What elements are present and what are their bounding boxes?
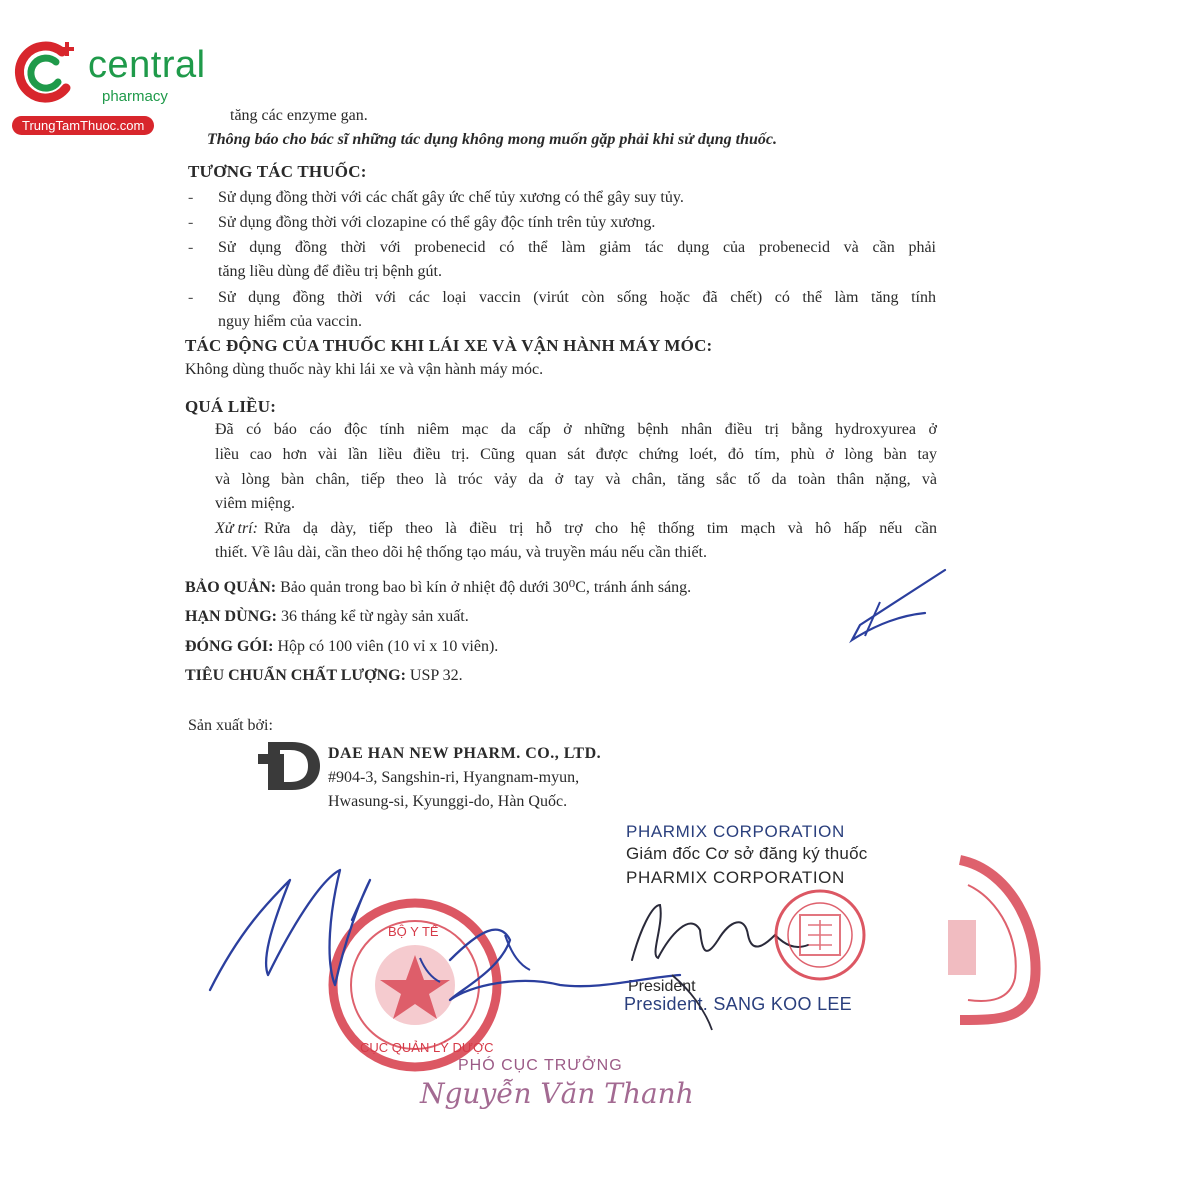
left-signature bbox=[210, 870, 680, 1000]
storage-value: Bảo quản trong bao bì kín ở nhiệt độ dưới 30⁰C, tránh ánh sáng. bbox=[280, 579, 692, 596]
quality-label: TIÊU CHUẨN CHẤT LƯỢNG: bbox=[185, 667, 406, 684]
central-pharmacy-logo bbox=[10, 38, 220, 138]
interaction-item: Sử dụng đồng thời với clozapine có thể gây độc tính trên tủy xương. bbox=[218, 214, 656, 231]
manufacturer-address: Hwasung-si, Kyunggi-do, Hàn Quốc. bbox=[328, 793, 568, 810]
shelf-life-row bbox=[185, 605, 469, 629]
interaction-item: Sử dụng đồng thời với probenecid có thể làm giảm tác dụng của probenecid và cần phải bbox=[218, 239, 936, 256]
interaction-item: Sử dụng đồng thời với các loại vaccin (virút còn sống hoặc đã chết) có thể làm tăng tính bbox=[218, 289, 936, 306]
treatment-label: Xử trí: bbox=[215, 520, 258, 537]
dae-han-logo-icon bbox=[258, 740, 322, 792]
driving-text: Không dùng thuốc này khi lái xe và vận hành máy móc. bbox=[185, 361, 544, 378]
overdose-line: viêm miệng. bbox=[215, 495, 295, 512]
storage-row bbox=[185, 576, 691, 600]
packing-row bbox=[185, 635, 498, 659]
storage-label: BẢO QUẢN: bbox=[185, 579, 277, 596]
shelf-life-label: HẠN DÙNG: bbox=[185, 608, 277, 625]
logo-site: TrungTamThuoc.com bbox=[12, 116, 154, 135]
registrant-signatory: President. SANG KOO LEE bbox=[624, 994, 852, 1014]
bullet-dash: - bbox=[188, 189, 194, 206]
right-seal bbox=[948, 860, 1036, 1020]
pharmix-seal bbox=[776, 891, 864, 979]
registrant-title: President bbox=[628, 978, 696, 995]
interaction-item-cont: nguy hiểm của vaccin. bbox=[218, 313, 362, 330]
seal-top-text: BỘ Y TẾ bbox=[388, 924, 439, 939]
registrant-role: Giám đốc Cơ sở đăng ký thuốc bbox=[626, 844, 868, 863]
shelf-life-value: 36 tháng kể từ ngày sản xuất. bbox=[281, 608, 469, 625]
ministry-seal bbox=[333, 903, 497, 1067]
bullet-dash: - bbox=[188, 289, 194, 306]
bullet-dash: - bbox=[188, 214, 194, 231]
manufacturer-name: DAE HAN NEW PHARM. CO., LTD. bbox=[328, 745, 602, 762]
seal-bottom-text: CỤC QUẢN LÝ DƯỢC bbox=[360, 1040, 494, 1055]
overdose-line: liều cao hơn vài lần liều điều trị. Cũng quan sát được chứng loét, đỏ tím, phù ở lòng bàn tay bbox=[215, 446, 937, 463]
left-signature-stroke bbox=[420, 935, 530, 982]
manufacturer-label: Sản xuất bởi: bbox=[188, 717, 273, 734]
side-effects-notice: Thông báo cho bác sĩ những tác dụng không mong muốn gặp phải khi sử dụng thuốc. bbox=[207, 131, 777, 148]
interaction-item: Sử dụng đồng thời với các chất gây ức chế tủy xương có thể gây suy tủy. bbox=[218, 189, 684, 206]
initial-mark-stroke bbox=[865, 602, 880, 636]
overdose-treatment bbox=[215, 517, 937, 541]
packing-value: Hộp có 100 viên (10 vỉ x 10 viên). bbox=[277, 638, 499, 655]
overdose-heading: QUÁ LIỀU: bbox=[185, 397, 277, 416]
manufacturer-address: #904-3, Sangshin-ri, Hyangnam-myun, bbox=[328, 769, 580, 786]
registrant-company: PHARMIX CORPORATION bbox=[626, 822, 845, 841]
authority-position: PHÓ CỤC TRƯỞNG bbox=[458, 1057, 623, 1074]
interaction-item-cont: tăng liều dùng để điều trị bệnh gút. bbox=[218, 263, 442, 280]
packing-label: ĐÓNG GÓI: bbox=[185, 638, 274, 655]
quality-value: USP 32. bbox=[409, 667, 463, 684]
logo-brand: central bbox=[88, 44, 206, 86]
interactions-heading: TƯƠNG TÁC THUỐC: bbox=[188, 162, 367, 181]
treatment-text: Rửa dạ dày, tiếp theo là điều trị hỗ trợ cho hệ thống tim mạch và hô hấp nếu cần bbox=[263, 520, 937, 537]
bullet-dash: - bbox=[188, 239, 194, 256]
treatment-text-cont: thiết. Về lâu dài, cần theo dõi hệ thống tạo máu, và truyền máu nếu cần thiết. bbox=[215, 544, 707, 561]
initial-mark bbox=[852, 570, 945, 640]
side-effects-line: tăng các enzyme gan. bbox=[230, 107, 368, 124]
registrant-company-2: PHARMIX CORPORATION bbox=[626, 868, 845, 887]
overdose-line: Đã có báo cáo độc tính niêm mạc da cấp ở những bệnh nhân điều trị bằng hydroxyurea ở bbox=[215, 421, 937, 438]
central-logo-icon bbox=[10, 38, 80, 108]
overdose-line: và lòng bàn chân, tiếp theo là tróc vảy da ở tay và chân, tăng sắc tố da toàn thân nặng, và bbox=[215, 471, 937, 488]
authority-signatory: Nguyễn Văn Thanh bbox=[420, 1077, 694, 1110]
logo-subtitle: pharmacy bbox=[102, 88, 168, 105]
quality-row bbox=[185, 664, 463, 688]
driving-heading: TÁC ĐỘNG CỦA THUỐC KHI LÁI XE VÀ VẬN HÀNH MÁY MÓC: bbox=[185, 336, 713, 355]
president-signature bbox=[632, 905, 808, 960]
